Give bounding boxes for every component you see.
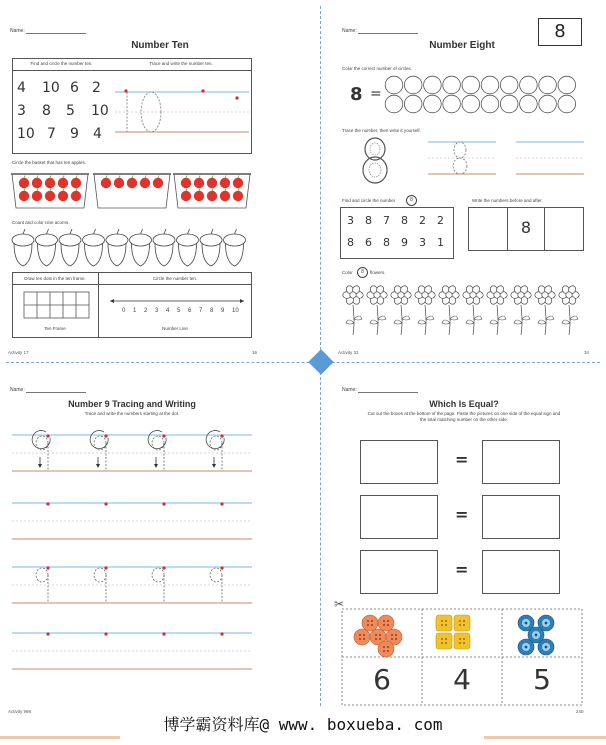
before-after-prompt: Write the numbers before and after. bbox=[472, 198, 543, 203]
footer-right: 34 bbox=[584, 350, 590, 355]
apple-icon bbox=[181, 191, 191, 201]
grid-number[interactable]: 2 bbox=[437, 214, 444, 227]
grid-number[interactable]: 8 bbox=[347, 236, 354, 249]
apple-icon bbox=[71, 178, 81, 188]
flower-icon[interactable] bbox=[367, 284, 387, 335]
name-line bbox=[358, 33, 418, 34]
flower-icon[interactable] bbox=[487, 284, 507, 335]
flower-icon[interactable] bbox=[463, 284, 483, 335]
color-circle[interactable] bbox=[500, 76, 518, 94]
color-circle[interactable] bbox=[539, 95, 557, 113]
apple-icon bbox=[220, 191, 230, 201]
trace-write-prompt: Trace and write the number ten. bbox=[149, 61, 213, 66]
grid-number[interactable]: 3 bbox=[347, 214, 354, 227]
number-line-tick-label[interactable]: 10 bbox=[232, 308, 239, 314]
start-dot bbox=[220, 434, 223, 437]
start-dot bbox=[104, 434, 107, 437]
flower-icon[interactable] bbox=[439, 284, 459, 335]
grid-number[interactable]: 3 bbox=[17, 103, 26, 119]
color-circle[interactable] bbox=[558, 95, 576, 113]
flower-icon[interactable] bbox=[415, 284, 435, 335]
footer-left: Activity 998 bbox=[8, 709, 32, 714]
blue-button-icon bbox=[538, 639, 554, 655]
apple-icon bbox=[101, 178, 111, 188]
apple-icon bbox=[19, 191, 29, 201]
apple-icon bbox=[71, 191, 81, 201]
page-title: Number 9 Tracing and Writing bbox=[68, 399, 196, 409]
grid-number[interactable]: 5 bbox=[66, 103, 75, 119]
equal-sign: = bbox=[455, 505, 469, 524]
flower-icon[interactable] bbox=[343, 284, 363, 335]
number-line-tick-label[interactable]: 2 bbox=[144, 308, 148, 314]
yellow-button-icon bbox=[454, 615, 470, 631]
apple-icon bbox=[19, 178, 29, 188]
acorn-icon[interactable] bbox=[12, 229, 34, 266]
footer-left: Activity 17 bbox=[8, 350, 29, 355]
yellow-button-icon bbox=[436, 633, 452, 649]
apple-icon bbox=[220, 178, 230, 188]
number-line-tick-label[interactable]: 7 bbox=[199, 308, 203, 314]
grid-number[interactable]: 8 bbox=[383, 236, 390, 249]
apple-icon bbox=[181, 178, 191, 188]
tenframe-prompt: Draw ten dots in the ten frame. bbox=[24, 276, 86, 281]
grid-number[interactable]: 6 bbox=[70, 80, 79, 96]
apple-icon bbox=[194, 191, 204, 201]
acorn-prompt: Count and color nine acorns. bbox=[12, 220, 70, 225]
color-circle[interactable] bbox=[481, 95, 499, 113]
flower-row[interactable] bbox=[342, 284, 582, 336]
apple-icon bbox=[114, 178, 124, 188]
tracing-row[interactable] bbox=[12, 431, 252, 471]
number-line-tick-label[interactable]: 4 bbox=[166, 308, 170, 314]
color-circle[interactable] bbox=[404, 95, 422, 113]
grid-number[interactable]: 9 bbox=[401, 236, 408, 249]
page-subtitle: Trace and write the numbers starting at the dot. bbox=[84, 411, 180, 416]
grid-number[interactable]: 10 bbox=[17, 126, 35, 142]
number-line-tick-label[interactable]: 6 bbox=[188, 308, 192, 314]
blue-button-icon bbox=[518, 639, 534, 655]
footer-accent-right bbox=[484, 736, 606, 739]
number-line-tick-label[interactable]: 0 bbox=[122, 308, 126, 314]
page-subtitle-line2: the total matching number on the other side. bbox=[419, 417, 509, 422]
middle-number: 8 bbox=[520, 218, 532, 237]
acorn-icon[interactable] bbox=[177, 229, 199, 266]
acorn-icon[interactable] bbox=[106, 229, 128, 266]
color-circle[interactable] bbox=[520, 76, 538, 94]
apple-icon bbox=[207, 191, 217, 201]
color-circle[interactable] bbox=[500, 95, 518, 113]
tracing-row[interactable] bbox=[12, 502, 252, 539]
apple-icon bbox=[233, 191, 243, 201]
page-title: Number Eight bbox=[429, 40, 495, 51]
start-dot bbox=[162, 632, 165, 635]
nine-tracing-rows[interactable] bbox=[12, 427, 252, 687]
worksheet-which-is-equal bbox=[322, 377, 606, 745]
apple-icon bbox=[207, 178, 217, 188]
start-dot bbox=[46, 632, 49, 635]
start-dot bbox=[162, 434, 165, 437]
flower-icon[interactable] bbox=[511, 284, 531, 335]
orange-button-icon bbox=[354, 629, 370, 645]
page-title: Number Ten bbox=[131, 40, 189, 51]
tracing-row[interactable] bbox=[12, 566, 252, 603]
flower-icon[interactable] bbox=[535, 284, 555, 335]
equation-number: 8 bbox=[350, 84, 363, 105]
number-line-tick-label[interactable]: 9 bbox=[221, 308, 225, 314]
start-dot bbox=[46, 434, 49, 437]
tenframe-label: Ten Frame bbox=[44, 326, 66, 331]
name-line bbox=[26, 33, 86, 34]
equal-right-box-2[interactable] bbox=[482, 495, 560, 539]
equal-left-box-2[interactable] bbox=[360, 495, 438, 539]
acorn-icon[interactable] bbox=[224, 229, 246, 266]
apple-icon bbox=[58, 178, 68, 188]
start-dot bbox=[220, 632, 223, 635]
scissors-icon: ✂ bbox=[334, 597, 345, 611]
grid-number[interactable]: 10 bbox=[91, 103, 109, 119]
name-label: Name: bbox=[10, 28, 25, 34]
acorn-icon[interactable] bbox=[130, 229, 152, 266]
equal-sign: = bbox=[455, 450, 469, 469]
flower-icon[interactable] bbox=[559, 284, 579, 335]
grid-number[interactable]: 7 bbox=[47, 126, 56, 142]
color-circle[interactable] bbox=[443, 95, 461, 113]
apple-icon bbox=[32, 191, 42, 201]
flower-icon[interactable] bbox=[391, 284, 411, 335]
footer-left: Activity 31 bbox=[338, 350, 359, 355]
equation-sign: = bbox=[370, 86, 382, 102]
page-subtitle-line1: Cut out the boxes at the bottom of the page. Paste the pictures on one side of the equal sign and bbox=[367, 411, 561, 416]
grid-number[interactable]: 4 bbox=[93, 126, 102, 142]
start-dot bbox=[104, 632, 107, 635]
apple-icon bbox=[153, 178, 163, 188]
acorn-row[interactable] bbox=[12, 228, 252, 268]
color-prompt: Color the correct number of circles. bbox=[342, 66, 413, 71]
yellow-button-icon bbox=[454, 633, 470, 649]
worksheet-number-eight bbox=[322, 0, 606, 375]
trace-prompt: Trace the number, then write it yourself. bbox=[342, 128, 421, 133]
equal-left-box-3[interactable] bbox=[360, 550, 438, 594]
orange-button-icon bbox=[378, 615, 394, 631]
grid-number[interactable]: 6 bbox=[365, 236, 372, 249]
apple-icon bbox=[32, 178, 42, 188]
name-label: Name: bbox=[342, 387, 357, 393]
color-circle[interactable] bbox=[424, 76, 442, 94]
grid-number[interactable]: 7 bbox=[383, 214, 390, 227]
color-circle[interactable] bbox=[558, 76, 576, 94]
color-circle[interactable] bbox=[424, 95, 442, 113]
color-circle[interactable] bbox=[539, 76, 557, 94]
grid-number[interactable]: 8 bbox=[401, 214, 408, 227]
find-prompt: Find and circle the number bbox=[342, 198, 396, 203]
start-dot bbox=[46, 502, 49, 505]
apple-baskets[interactable] bbox=[12, 170, 252, 210]
start-dot bbox=[162, 566, 165, 569]
cut-number[interactable]: 5 bbox=[533, 663, 551, 696]
color-circle[interactable] bbox=[520, 95, 538, 113]
orange-button-icon bbox=[362, 615, 378, 631]
equal-left-box-1[interactable] bbox=[360, 440, 438, 484]
number-line-tick-label[interactable]: 5 bbox=[177, 308, 181, 314]
color-circle[interactable] bbox=[443, 76, 461, 94]
apple-icon bbox=[45, 178, 55, 188]
color-circle[interactable] bbox=[385, 95, 403, 113]
color-circle[interactable] bbox=[481, 76, 499, 94]
worksheet-number-ten bbox=[0, 0, 320, 375]
apple-icon bbox=[233, 178, 243, 188]
footer-right: 16 bbox=[252, 350, 258, 355]
start-dot bbox=[220, 566, 223, 569]
grid-number[interactable]: 2 bbox=[419, 214, 426, 227]
find-number-circle: 8 bbox=[406, 195, 417, 206]
footer-accent-left bbox=[0, 736, 120, 739]
flower-prompt-b: flowers. bbox=[370, 270, 386, 275]
name-line bbox=[358, 392, 418, 393]
cut-number[interactable]: 6 bbox=[373, 663, 391, 696]
color-circles[interactable] bbox=[384, 76, 584, 114]
flower-number-circle: 8 bbox=[357, 267, 368, 278]
color-circle[interactable] bbox=[462, 76, 480, 94]
start-dot bbox=[220, 502, 223, 505]
equal-sign: = bbox=[455, 560, 469, 579]
grid-number[interactable]: 8 bbox=[365, 214, 372, 227]
acorn-icon[interactable] bbox=[83, 229, 105, 266]
footer-right: 240 bbox=[576, 709, 584, 714]
start-dot bbox=[162, 502, 165, 505]
worksheet-number-nine bbox=[0, 377, 320, 745]
numberline-label: Number Line bbox=[162, 326, 188, 331]
cut-number[interactable]: 4 bbox=[453, 663, 471, 696]
grid-number[interactable]: 1 bbox=[437, 236, 444, 249]
ten-frame[interactable] bbox=[24, 292, 90, 320]
number-line bbox=[110, 296, 244, 306]
numberline-prompt: Circle the number ten. bbox=[152, 276, 198, 281]
apple-icon bbox=[194, 178, 204, 188]
color-circle[interactable] bbox=[385, 76, 403, 94]
flower-prompt-a: Color bbox=[342, 270, 353, 275]
trace-eight-glyph[interactable] bbox=[360, 136, 390, 186]
apple-icon bbox=[140, 178, 150, 188]
grid-number[interactable]: 4 bbox=[17, 80, 26, 96]
grid-number[interactable]: 8 bbox=[42, 103, 51, 119]
acorn-icon[interactable] bbox=[59, 229, 81, 266]
name-label: Name: bbox=[342, 28, 357, 34]
trace-eight-lines[interactable] bbox=[428, 136, 588, 180]
apple-icon bbox=[127, 178, 137, 188]
grid-number[interactable]: 2 bbox=[92, 80, 101, 96]
grid-number[interactable]: 3 bbox=[419, 236, 426, 249]
apple-icon bbox=[45, 191, 55, 201]
number-line-tick-label[interactable]: 8 bbox=[210, 308, 214, 314]
start-dot bbox=[46, 566, 49, 569]
apple-icon bbox=[58, 191, 68, 201]
grid-number[interactable]: 10 bbox=[42, 80, 60, 96]
color-circle[interactable] bbox=[404, 76, 422, 94]
number-line-tick-label[interactable]: 1 bbox=[133, 308, 137, 314]
tracing-row[interactable] bbox=[12, 632, 252, 669]
orange-button-icon bbox=[378, 641, 394, 657]
start-dot bbox=[104, 502, 107, 505]
acorn-icon[interactable] bbox=[36, 229, 58, 266]
name-line bbox=[26, 392, 86, 393]
trace-ten-area[interactable] bbox=[109, 70, 252, 154]
basket-prompt: Circle the basket that has ten apples. bbox=[12, 160, 87, 165]
color-circle[interactable] bbox=[462, 95, 480, 113]
start-dot bbox=[104, 566, 107, 569]
name-label: Name: bbox=[10, 387, 25, 393]
find-circle-prompt: Find and circle the number ten. bbox=[30, 61, 93, 66]
number-badge: 8 bbox=[538, 18, 582, 46]
yellow-button-icon bbox=[436, 615, 452, 631]
watermark: 博学霸资料库@ www. boxueba. com bbox=[163, 715, 443, 734]
acorn-icon[interactable] bbox=[153, 229, 175, 266]
grid-number[interactable]: 9 bbox=[70, 126, 79, 142]
equal-right-box-3[interactable] bbox=[482, 550, 560, 594]
equal-right-box-1[interactable] bbox=[482, 440, 560, 484]
page-title: Which Is Equal? bbox=[429, 399, 499, 409]
number-line-tick-label[interactable]: 3 bbox=[155, 308, 159, 314]
acorn-icon[interactable] bbox=[200, 229, 222, 266]
